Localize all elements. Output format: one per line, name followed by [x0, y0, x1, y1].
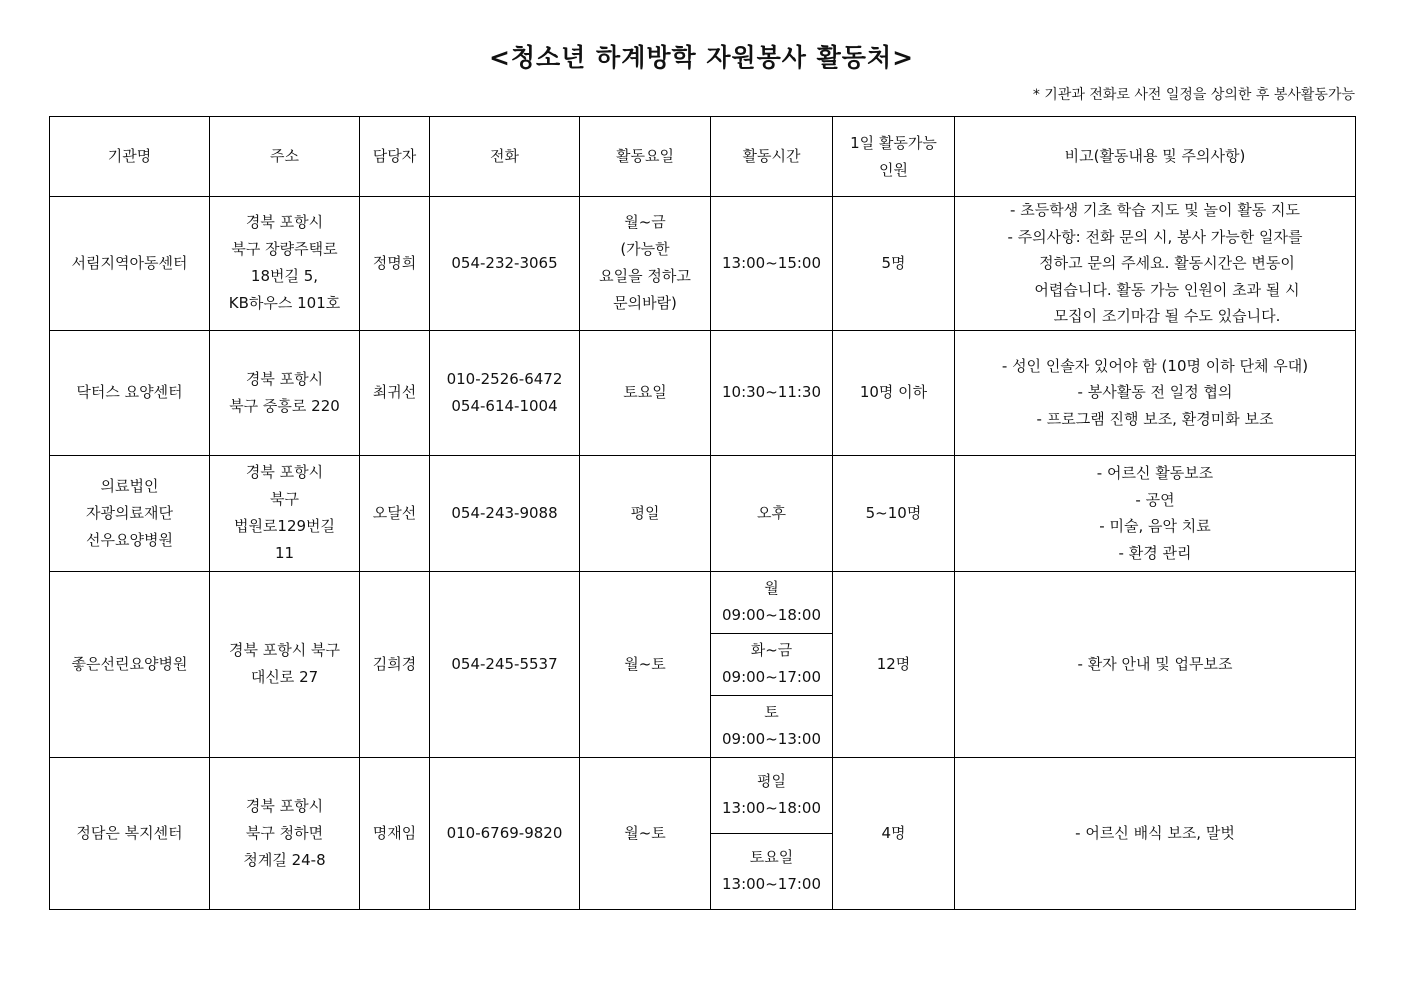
address-line: 법원로129번길 — [233, 517, 336, 535]
phone-line: 054-232-3065 — [451, 253, 558, 272]
hours-day: 평일 — [757, 772, 786, 790]
table-row — [50, 330, 1356, 455]
remark-item: - 공연 — [1135, 490, 1175, 509]
cell-capacity: 12명 — [833, 571, 955, 757]
address-line: 11 — [274, 544, 295, 562]
cell-institution — [50, 455, 210, 571]
cell-address — [210, 757, 360, 909]
days-line: 월~토 — [624, 823, 666, 842]
remark-item: 모집이 조기마감 될 수도 있습니다. — [1053, 307, 1281, 325]
days-line: 문의바람) — [613, 294, 677, 313]
cell-hours — [711, 455, 833, 571]
table-header-row — [50, 117, 1356, 197]
remark-item: - 환자 안내 및 업무보조 — [1077, 654, 1233, 673]
remark-item: 어렵습니다. 활동 가능 인원이 초과 될 시 — [1034, 280, 1300, 299]
table-row — [50, 197, 1356, 331]
hours-day: 토 — [764, 703, 779, 721]
header-address: 주소 — [210, 117, 360, 197]
remark-item: - 환경 관리 — [1118, 543, 1192, 562]
table-row — [50, 571, 1356, 633]
cell-contact: 정명희 — [360, 197, 430, 331]
institution-line: 좋은선린요양병원 — [71, 654, 188, 673]
cell-capacity: 4명 — [833, 757, 955, 909]
days-line: 월~토 — [624, 654, 666, 673]
cell-remarks — [955, 330, 1356, 455]
cell-hours — [711, 757, 833, 833]
cell-institution — [50, 571, 210, 757]
header-contact: 담당자 — [360, 117, 430, 197]
phone-line: 010-2526-6472 — [446, 369, 563, 388]
remark-item: 정하고 문의 주세요. 활동시간은 변동이 — [1039, 254, 1295, 272]
header-days: 활동요일 — [580, 117, 711, 197]
cell-remarks — [955, 571, 1356, 757]
hours-time: 13:00~17:00 — [721, 875, 822, 893]
institution-line: 자광의료재단 — [86, 503, 173, 522]
phone-line: 010-6769-9820 — [446, 823, 563, 842]
days-line: 토요일 — [623, 383, 667, 401]
cell-days — [580, 757, 711, 909]
address-line: 북구 청하면 — [245, 823, 324, 842]
address-line: KB하우스 101호 — [228, 294, 341, 313]
hours-line: 10:30~11:30 — [721, 383, 822, 401]
remark-item: - 어르신 배식 보조, 말벗 — [1075, 823, 1235, 842]
cell-contact: 명재임 — [360, 757, 430, 909]
header-institution: 기관명 — [50, 117, 210, 197]
cell-institution — [50, 197, 210, 331]
address-line: 청계길 24-8 — [243, 850, 326, 869]
header-capacity — [833, 117, 955, 197]
cell-hours — [711, 633, 833, 695]
institution-line: 의료법인 — [100, 476, 159, 495]
remark-item: - 어르신 활동보조 — [1096, 464, 1214, 482]
cell-days — [580, 455, 711, 571]
days-line: 평일 — [630, 503, 660, 522]
cell-address — [210, 197, 360, 331]
institution-line: 닥터스 요양센터 — [76, 383, 183, 401]
cell-phone — [430, 455, 580, 571]
remark-item: - 초등학생 기초 학습 지도 및 놀이 활동 지도 — [1010, 201, 1300, 219]
cell-hours — [711, 330, 833, 455]
address-line: 경북 포항시 — [245, 463, 324, 481]
hours-time: 13:00~18:00 — [721, 799, 822, 817]
address-line: 경북 포항시 — [245, 213, 324, 232]
cell-days — [580, 330, 711, 455]
hours-line: 오후 — [757, 503, 786, 522]
cell-hours — [711, 833, 833, 909]
cell-days — [580, 571, 711, 757]
table-row — [50, 757, 1356, 833]
header-capacity-line1: 1일 활동가능 — [850, 133, 937, 152]
remark-item: - 미술, 음악 치료 — [1099, 517, 1211, 535]
cell-days — [580, 197, 711, 331]
hours-time: 09:00~18:00 — [721, 606, 822, 624]
address-line: 북구 장량주택로 — [231, 240, 338, 259]
address-line: 경북 포항시 북구 — [229, 641, 340, 659]
cell-address — [210, 571, 360, 757]
cell-institution — [50, 757, 210, 909]
cell-phone — [430, 197, 580, 331]
remark-item: - 프로그램 진행 보조, 환경미화 보조 — [1036, 409, 1274, 428]
hours-day: 토요일 — [749, 848, 794, 866]
phone-line: 054-614-1004 — [451, 396, 558, 415]
hours-line: 13:00~15:00 — [721, 253, 822, 272]
cell-phone — [430, 757, 580, 909]
cell-hours — [711, 571, 833, 633]
cell-remarks — [955, 455, 1356, 571]
hours-time: 09:00~17:00 — [721, 668, 822, 686]
note-text: * 기관과 전화로 사전 일정을 상의한 후 봉사활동가능 — [1032, 87, 1355, 103]
institution-line: 선우요양병원 — [86, 530, 173, 549]
header-remarks: 비고(활동내용 및 주의사항) — [955, 117, 1356, 197]
cell-hours — [711, 197, 833, 331]
phone-line: 054-243-9088 — [451, 503, 558, 522]
days-line: 월~금 — [624, 213, 666, 232]
address-line: 북구 중흥로 220 — [229, 396, 340, 415]
cell-address — [210, 330, 360, 455]
header-phone: 전화 — [430, 117, 580, 197]
address-line: 대신로 27 — [250, 668, 319, 686]
cell-contact: 오달선 — [360, 455, 430, 571]
page-title: <청소년 하계방학 자원봉사 활동처> — [488, 43, 915, 72]
cell-contact: 최귀선 — [360, 330, 430, 455]
hours-day: 월 — [764, 579, 779, 597]
days-line: 요일을 정하고 — [599, 267, 691, 286]
table-row — [50, 455, 1356, 571]
address-line: 북구 — [270, 490, 299, 508]
volunteer-table — [49, 116, 1356, 910]
cell-institution — [50, 330, 210, 455]
days-line: (가능한 — [620, 240, 670, 259]
address-line: 경북 포항시 — [245, 369, 324, 388]
address-line: 경북 포항시 — [245, 796, 324, 815]
cell-contact: 김희경 — [360, 571, 430, 757]
cell-phone — [430, 571, 580, 757]
cell-phone — [430, 330, 580, 455]
remark-item: - 봉사활동 전 일정 협의 — [1077, 383, 1233, 402]
header-hours: 활동시간 — [711, 117, 833, 197]
cell-capacity: 10명 이하 — [833, 330, 955, 455]
phone-line: 054-245-5537 — [451, 654, 558, 673]
cell-remarks — [955, 197, 1356, 331]
cell-hours — [711, 695, 833, 757]
cell-remarks — [955, 757, 1356, 909]
institution-line: 서림지역아동센터 — [71, 253, 188, 272]
cell-capacity: 5명 — [833, 197, 955, 331]
hours-day: 화~금 — [750, 641, 793, 659]
cell-capacity: 5~10명 — [833, 455, 955, 571]
hours-time: 09:00~13:00 — [721, 730, 822, 748]
remark-item: - 성인 인솔자 있어야 함 (10명 이하 단체 우대) — [1001, 356, 1309, 375]
remark-item: - 주의사항: 전화 문의 시, 봉사 가능한 일자를 — [1007, 227, 1303, 246]
institution-line: 정담은 복지센터 — [76, 823, 183, 842]
address-line: 18번길 5, — [250, 267, 319, 286]
header-capacity-line2: 인원 — [879, 160, 908, 179]
cell-address — [210, 455, 360, 571]
